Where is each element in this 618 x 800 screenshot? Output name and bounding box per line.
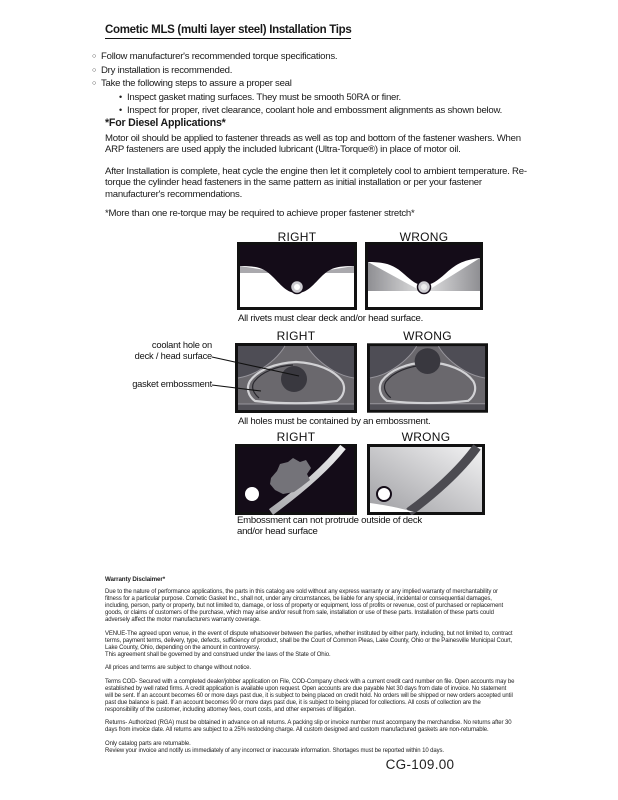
figure1-wrong-label: WRONG xyxy=(399,230,449,244)
review-invoice-line: Review your invoice and notify us immediately of any incorrect or inaccurate information. Shortages must be reported within 10 days. xyxy=(105,747,444,754)
dot-bullet-icon: • xyxy=(119,91,122,102)
circle-bullet-icon: ○ xyxy=(92,66,96,74)
figure1-right-panel xyxy=(237,242,357,310)
diesel-paragraph-1: Motor oil should be applied to fastener threads as well as top and bottom of the fastener washers. When ARP fasteners are used apply the included lubricant (Ultra-Torque®) in place of motor oil. xyxy=(105,133,521,156)
annotation-line: deck / head surface xyxy=(134,351,212,361)
figure2-wrong-panel xyxy=(367,343,488,413)
circle-bullet-icon: ○ xyxy=(92,80,96,88)
retorque-note: *More than one re-torque may be required to achieve proper fastener stretch* xyxy=(105,208,415,219)
figure1-wrong-panel xyxy=(365,242,483,310)
figure2-right-panel xyxy=(235,343,357,413)
circle-bullet-icon: ○ xyxy=(92,53,96,60)
returns-paragraph: Returns- Authorized (RGA) must be obtained in advance on all returns. A packing slip or invoice number must accompany the merchandise. No returns after 30 days from invoice date. All returns are subject to a 25% restocking charge. All custom designed and custom manufactured gaskets are non-returnable. xyxy=(105,720,512,733)
installation-tips-list xyxy=(92,51,502,119)
tip-sub-item xyxy=(92,92,502,106)
warranty-disclaimer-heading: Warranty Disclaimer* xyxy=(105,576,166,583)
document-code: CG-109.00 xyxy=(385,757,455,772)
tip-item xyxy=(92,51,502,65)
tip-item xyxy=(92,65,502,79)
annotation-line: coolant hole on xyxy=(151,340,212,350)
terms-cod-paragraph: Terms COD- Secured with a completed dealer/jobber application on File, COD-Company check with a current credit card number on file. Open accounts may be established by well rated firms. A credit application is available upon request. Open accounts are due payable Net 30 days from date of invoice. No statement will be sent. If an account becomes 60 or more days past due, it is subject to being placed on credit hold. No orders will be shipped or new orders accepted until past due balance is paid. If an account becomes 90 or more days past due, it is subject to being placed for collections. All costs of collection are the responsibility of the customer, including attorney fees, court costs, and other expenses of litigation. xyxy=(105,678,515,713)
dot-bullet-icon: • xyxy=(119,105,122,116)
figure3-wrong-label: WRONG xyxy=(401,430,451,444)
figure3-caption-line2: and/or head surface xyxy=(237,525,318,537)
legal-disclaimer-section xyxy=(105,576,515,761)
catalog-parts-line: Only catalog parts are returnable. xyxy=(105,740,191,747)
tip-text: Inspect gasket mating surfaces. They must be smooth 50RA or finer. xyxy=(127,91,401,103)
figure1-caption: All rivets must clear deck and/or head surface. xyxy=(238,313,424,324)
tip-text: Take the following steps to assure a proper seal xyxy=(101,78,292,90)
venue-paragraph: VENUE-The agreed upon venue, in the event of dispute whatsoever between the parties, whether instituted by either party, including, but not limited to, contract terms, payment terms, delivery, type, defects, sufficiency of product, shall be the Court of Common Pleas, Lake County, Ohio or the Painesville Municipal Court, Lake County, Ohio, depending on the amount in controversy. xyxy=(105,630,513,651)
tip-text: Inspect for proper, rivet clearance, coolant hole and embossment alignments as shown below. xyxy=(127,105,503,117)
gasket-embossment-annotation: gasket embossment xyxy=(132,379,212,389)
figure3-right-panel xyxy=(235,444,357,515)
figure3-caption-line1: Embossment can not protrude outside of deck xyxy=(237,515,422,526)
figure3-caption xyxy=(237,516,477,537)
prices-terms-line: All prices and terms are subject to change without notice. xyxy=(105,665,251,671)
diesel-paragraph-2: After Installation is complete, heat cycle the engine then let it completely cool to ambient temperature. Re-torque the cylinder head fasteners in the same pattern as initial installation or per your fastener manufacturer's recommendations. xyxy=(105,166,527,200)
tip-text: Dry installation is recommended. xyxy=(101,64,233,76)
governing-law-line: This agreement shall be governed by and construed under the laws of the State of Ohio. xyxy=(105,651,331,658)
page-title: Cometic MLS (multi layer steel) Installation Tips xyxy=(105,24,351,39)
figure3-right-label: RIGHT xyxy=(276,430,316,444)
figure3-wrong-panel xyxy=(367,444,485,515)
tip-text: Follow manufacturer's recommended torque specifications. xyxy=(101,51,338,62)
figure2-caption: All holes must be contained by an embossment. xyxy=(238,416,431,427)
warranty-paragraph: Due to the nature of performance applications, the parts in this catalog are sold without any express warranty or any implied warranty of merchantability or fitness for a particular purpose. Cometic Gasket Inc., shall not, under any circumstances, be liable for any special, incidental or consequential damages, including, person, party or property, but not limited to, damage, or loss of property or equipment, loss of profits or revenue, cost of purchased or replacement goods, or claims of customers of the purchase, which may arise and/or result from sale, installation or use of these parts. Installation of these parts could adversely affect the motor manufacturers warranty coverage. xyxy=(105,589,504,623)
tip-item xyxy=(92,78,502,92)
figure1-right-label: RIGHT xyxy=(277,230,317,244)
figure2-right-label: RIGHT xyxy=(276,329,316,343)
figure2-wrong-label: WRONG xyxy=(403,329,452,343)
coolant-hole-annotation xyxy=(90,340,212,362)
diesel-section-heading: *For Diesel Applications* xyxy=(105,117,226,129)
